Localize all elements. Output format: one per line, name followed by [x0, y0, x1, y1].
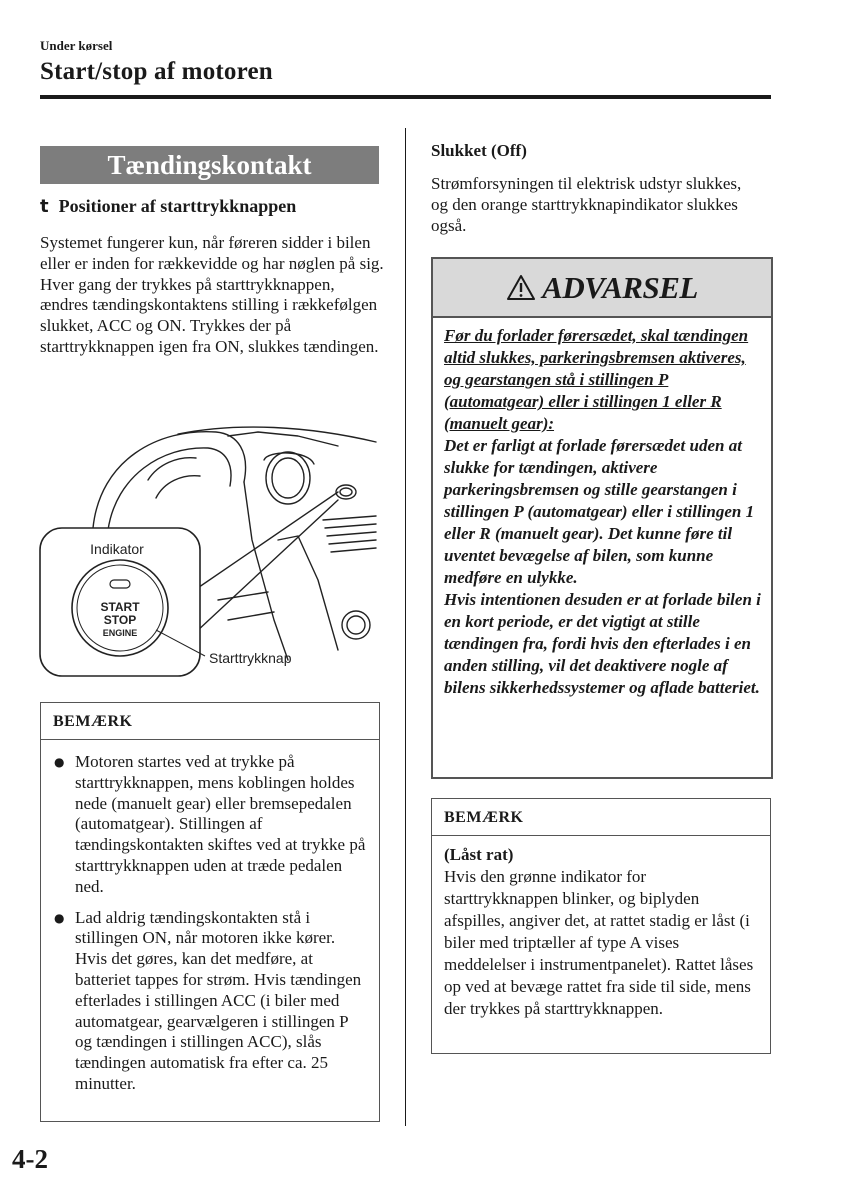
- warning-title: ADVARSEL: [542, 269, 698, 305]
- warning-box: [431, 257, 773, 779]
- warning-text: Hvis intentionen desuden er at forlade bilen i en kort periode, er det vigtigt at stille tændingen fra, fordi hvis den efterlades i en anden stilling, vil det deaktivere nogle af bilens sikkerhedssystemer og aflade batteriet.: [444, 590, 761, 697]
- start-button-small-icon: [336, 485, 356, 499]
- button-label-engine: ENGINE: [102, 628, 138, 638]
- note-item-text: Motoren startes ved at trykke på starttrykknappen, mens koblingen holdes nede (manuelt gear) eller bremsepedalen (automatgear). Stillingen af tændingskontakten skiftes ved at trykke på starttrykknappen uden at træde pedalen ned.: [75, 752, 366, 896]
- list-item: [54, 907, 369, 1095]
- warning-body: [433, 318, 771, 699]
- note-text: Hvis den grønne indikator for starttrykknappen blinker, og biplyden afspilles, angiver det, at rattet stadig er låst (i biler med triptæller af type A vises meddelelser i instrumentpanelet). Rattet låses op ved at bevæge rattet fra side til side, mens der trykkes på starttrykknappen.: [444, 867, 754, 1018]
- subheading-marker: t: [40, 196, 49, 217]
- section-label: Under kørsel: [40, 38, 113, 53]
- off-heading: Slukket (Off): [431, 141, 527, 160]
- bullet-icon: ●: [54, 910, 65, 925]
- note-list: [41, 740, 379, 1095]
- subheading: [40, 196, 296, 217]
- list-item: [54, 752, 369, 898]
- column-divider: [405, 128, 406, 1126]
- button-label-start: START: [100, 600, 140, 614]
- note-content: [432, 836, 770, 1020]
- warning-lead: Før du forlader førersædet, skal tændingen altid slukkes, parkeringsbremsen aktiveres, og gearstangen stå i stillingen P (automatgear) eller i stillingen 1 eller R (manuelt gear):: [444, 326, 749, 433]
- intro-paragraph: Systemet fungerer kun, når føreren sidder i bilen eller er inden for rækkevidde og har nøglen på sig.: [40, 233, 384, 273]
- note-lead: (Låst rat): [444, 845, 514, 864]
- warning-triangle-icon: [506, 274, 536, 301]
- button-callout-label: Starttrykknap: [209, 650, 292, 666]
- note-heading: BEMÆRK: [41, 703, 379, 740]
- section-heading: Tændingskontakt: [40, 146, 379, 184]
- button-label-stop: STOP: [103, 613, 137, 627]
- note-heading: BEMÆRK: [432, 799, 770, 836]
- note-box-left: [40, 702, 380, 1122]
- indicator-label: Indikator: [90, 541, 144, 557]
- off-text: Strømforsyningen til elektrisk udstyr slukkes, og den orange starttrykknapindikator slukkes også.: [431, 174, 742, 235]
- warning-header: [433, 259, 771, 318]
- note-item-text: Lad aldrig tændingskontakten stå i stillingen ON, når motoren ikke kører. Hvis det gøres, kan det medføre, at batteriet tappes for strøm. Hvis tændingen efterlades i stillingen ACC (i biler med automatgear, gearvælgeren i stillingen P og tændingen i stillingen ACC), slås tændingen automatisk fra efter ca. 25 minutter.: [75, 907, 362, 1093]
- bullet-icon: ●: [54, 755, 65, 769]
- indicator-lamp: [110, 580, 130, 588]
- page-number: 4-2: [12, 1144, 48, 1174]
- note-box-right: [431, 798, 771, 1054]
- start-button-illustration: [38, 420, 378, 680]
- intro-text: [40, 233, 385, 358]
- intro-paragraph: Hver gang der trykkes på starttrykknappen, ændres tændingskontaktens stilling i rækkefølgen slukket, ACC og ON. Trykkes der på starttrykknappen igen fra ON, slukkes tændingen.: [40, 274, 379, 356]
- air-vent-icon: [323, 516, 376, 552]
- steering-wheel-outline: [93, 432, 246, 528]
- page-title: Start/stop af motoren: [40, 58, 273, 85]
- warning-text: Det er farligt at forlade førersædet uden at slukke for tændingen, aktivere parkeringsbremsen og stille gearstangen i stillingen P (automatgear) eller i stillingen 1 eller R (manuelt gear). Det kunne føre til uventet bevægelse af bilen, som kunne medføre en ulykke.: [444, 436, 755, 587]
- title-rule: [40, 95, 771, 99]
- subheading-text: Positioner af starttrykknappen: [58, 196, 297, 216]
